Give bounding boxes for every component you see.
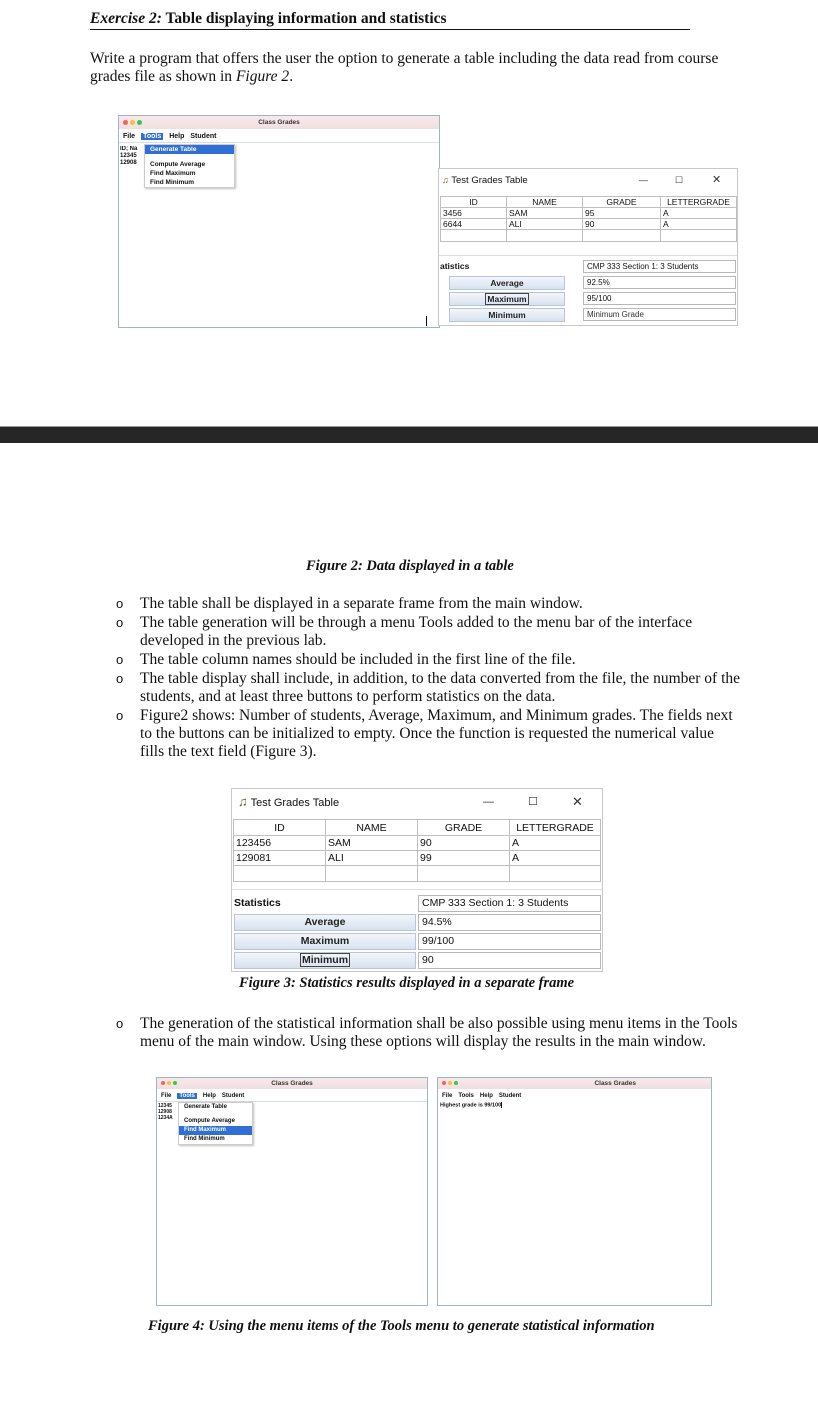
table-row[interactable]: 129081 ALI 99 A <box>234 851 601 866</box>
menu-item-generate-table[interactable]: Generate Table <box>184 1104 227 1110</box>
statistics-window <box>231 788 603 972</box>
maximum-field[interactable]: 95/100 <box>583 292 736 305</box>
zoom-dot-icon[interactable] <box>137 120 142 125</box>
list-item: o The table shall be displayed in a separate frame from the main window. <box>116 595 583 612</box>
main-window-right <box>437 1077 712 1306</box>
menu-bar <box>119 131 439 143</box>
menu-student[interactable]: Student <box>221 1093 245 1099</box>
grades-table <box>440 196 737 242</box>
table-header <box>234 820 601 836</box>
grades-table <box>233 819 601 882</box>
minimize-dot-icon[interactable] <box>448 1081 452 1085</box>
exercise-label: Exercise 2: <box>90 10 162 27</box>
figure-3-caption: Figure 3: Statistics results displayed in a separate frame <box>239 975 575 991</box>
menu-help[interactable]: Help <box>479 1093 493 1099</box>
menu-tools[interactable]: Tools <box>179 1093 195 1099</box>
main-window <box>118 115 440 328</box>
window-traffic-lights <box>442 1081 460 1086</box>
menu-item-compute-average[interactable]: Compute Average <box>150 161 206 168</box>
close-dot-icon[interactable] <box>442 1081 446 1085</box>
list-item: o The table column names should be included in the first line of the file. <box>116 651 576 668</box>
table-row[interactable]: 3456 SAM 95 A <box>441 208 737 219</box>
zoom-dot-icon[interactable] <box>173 1081 177 1085</box>
close-icon[interactable]: ✕ <box>712 174 722 186</box>
text-cursor <box>501 1102 502 1108</box>
menu-item-find-minimum[interactable]: Find Minimum <box>184 1136 225 1142</box>
menu-file[interactable]: File <box>161 1093 172 1099</box>
menu-student[interactable]: Student <box>190 133 217 140</box>
main-window-titlebar <box>438 1078 711 1089</box>
figure-2-caption: Figure 2: Data displayed in a table <box>306 558 514 574</box>
list-item: o The table generation will be through a menu Tools added to the menu bar of the interface developed in the previous lab. <box>116 614 693 649</box>
menu-bar <box>157 1092 427 1102</box>
page-divider-bar <box>0 426 818 443</box>
exercise-title: Table displaying information and statistics <box>165 10 447 27</box>
average-button[interactable]: Average <box>449 276 565 290</box>
table-window <box>438 168 738 326</box>
window-title: Class Grades <box>271 1080 313 1087</box>
window-title: Test Grades Table <box>451 175 528 186</box>
column-header[interactable]: NAME <box>507 197 583 208</box>
column-header[interactable]: ID <box>234 820 326 836</box>
students-info-field: CMP 333 Section 1: 3 Students <box>583 260 736 273</box>
maximize-icon[interactable]: ☐ <box>675 175 684 185</box>
result-text-area[interactable]: Highest grade is 99/100 <box>440 1102 502 1109</box>
minimize-icon[interactable]: — <box>639 175 648 185</box>
window-traffic-lights <box>123 120 144 125</box>
intro-paragraph: Write a program that offers the user the option to generate a table including the data read from course grades file as shown in Figure 2. <box>90 50 719 85</box>
menu-bar <box>438 1092 711 1101</box>
list-item: o The table display shall include, in addition, to the data converted from the file, the number of the students, and at least three buttons to perform statistics on the data. <box>116 670 741 705</box>
menu-help[interactable]: Help <box>202 1093 216 1099</box>
minimize-dot-icon[interactable] <box>130 120 135 125</box>
minimum-button[interactable]: Minimum <box>449 308 565 322</box>
column-header[interactable]: GRADE <box>583 197 661 208</box>
main-window-left <box>156 1077 428 1306</box>
text-area-lines: ID; Na 12345 12908 <box>120 146 138 166</box>
text-cursor <box>426 316 427 326</box>
table-window-titlebar <box>439 169 737 191</box>
java-icon: ♫ <box>442 175 449 185</box>
average-field[interactable]: 94.5% <box>418 914 601 931</box>
main-window-titlebar <box>157 1078 427 1089</box>
column-header[interactable]: NAME <box>326 820 418 836</box>
menu-item-find-minimum[interactable]: Find Minimum <box>150 179 195 186</box>
list-item: o Figure2 shows: Number of students, Average, Maximum, and Minimum grades. The fields next to the buttons can be initialized to empty. Once the function is requested the numerical value fills the text field (Figure 3). <box>116 707 733 760</box>
menu-item-generate-table[interactable]: Generate Table <box>145 145 234 154</box>
menu-item-find-maximum[interactable]: Find Maximum <box>150 170 196 177</box>
table-row[interactable]: 123456 SAM 90 A <box>234 836 601 851</box>
column-header[interactable]: LETTERGRADE <box>510 820 601 836</box>
menu-student[interactable]: Student <box>498 1093 522 1099</box>
requirements-list <box>116 595 742 762</box>
window-title: Test Grades Table <box>250 797 340 809</box>
tools-menu-paragraph <box>116 1015 742 1052</box>
exercise-heading <box>90 10 690 30</box>
column-header[interactable]: GRADE <box>418 820 510 836</box>
tools-dropdown <box>178 1102 253 1145</box>
table-header <box>441 197 737 208</box>
figure-ref: Figure 2 <box>235 68 290 85</box>
main-window-titlebar <box>119 116 439 129</box>
close-dot-icon[interactable] <box>161 1081 165 1085</box>
text-area-lines: 12345 12908 1234A <box>158 1103 173 1121</box>
menu-item-compute-average[interactable]: Compute Average <box>184 1118 235 1124</box>
list-item: o The generation of the statistical information shall be also possible using menu items in the Tools menu of the main window. Using these options will display the results in the main window. <box>116 1015 738 1050</box>
column-header[interactable]: ID <box>441 197 507 208</box>
students-info-field: CMP 333 Section 1: 3 Students <box>418 895 601 912</box>
table-row[interactable] <box>441 230 737 242</box>
statistics-label: Statistics <box>234 897 281 909</box>
menu-help[interactable]: Help <box>169 133 185 140</box>
figure-4-caption: Figure 4: Using the menu items of the Tools menu to generate statistical information <box>148 1318 655 1334</box>
window-title: Class Grades <box>258 119 300 126</box>
minimum-field[interactable]: 90 <box>418 952 601 969</box>
maximum-button[interactable]: Maximum <box>449 292 565 306</box>
window-traffic-lights <box>161 1081 179 1086</box>
menu-tools[interactable]: Tools <box>458 1093 474 1099</box>
menu-file[interactable]: File <box>123 133 136 140</box>
statistics-label: atistics <box>440 261 470 271</box>
window-title: Class Grades <box>594 1080 636 1087</box>
zoom-dot-icon[interactable] <box>454 1081 458 1085</box>
close-icon[interactable]: ✕ <box>572 794 583 809</box>
maximize-icon[interactable]: ☐ <box>528 796 538 808</box>
table-row[interactable] <box>234 866 601 882</box>
column-header[interactable]: LETTERGRADE <box>661 197 737 208</box>
menu-item-find-maximum[interactable]: Find Maximum <box>179 1126 252 1135</box>
maximum-button[interactable]: Maximum <box>234 933 416 950</box>
minimum-field[interactable]: Minimum Grade <box>583 308 736 321</box>
maximum-field[interactable]: 99/100 <box>418 933 601 950</box>
average-field[interactable]: 92.5% <box>583 276 736 289</box>
minimum-button[interactable]: Minimum <box>234 952 416 969</box>
java-icon: ♫ <box>238 794 248 809</box>
close-dot-icon[interactable] <box>123 120 128 125</box>
average-button[interactable]: Average <box>234 914 416 931</box>
minimize-icon[interactable]: — <box>483 796 494 808</box>
menu-tools[interactable]: Tools <box>143 133 162 140</box>
statistics-window-titlebar <box>232 789 602 815</box>
table-row[interactable]: 6644 ALI 90 A <box>441 219 737 230</box>
minimize-dot-icon[interactable] <box>167 1081 171 1085</box>
tools-dropdown <box>144 144 235 188</box>
menu-file[interactable]: File <box>442 1093 453 1099</box>
